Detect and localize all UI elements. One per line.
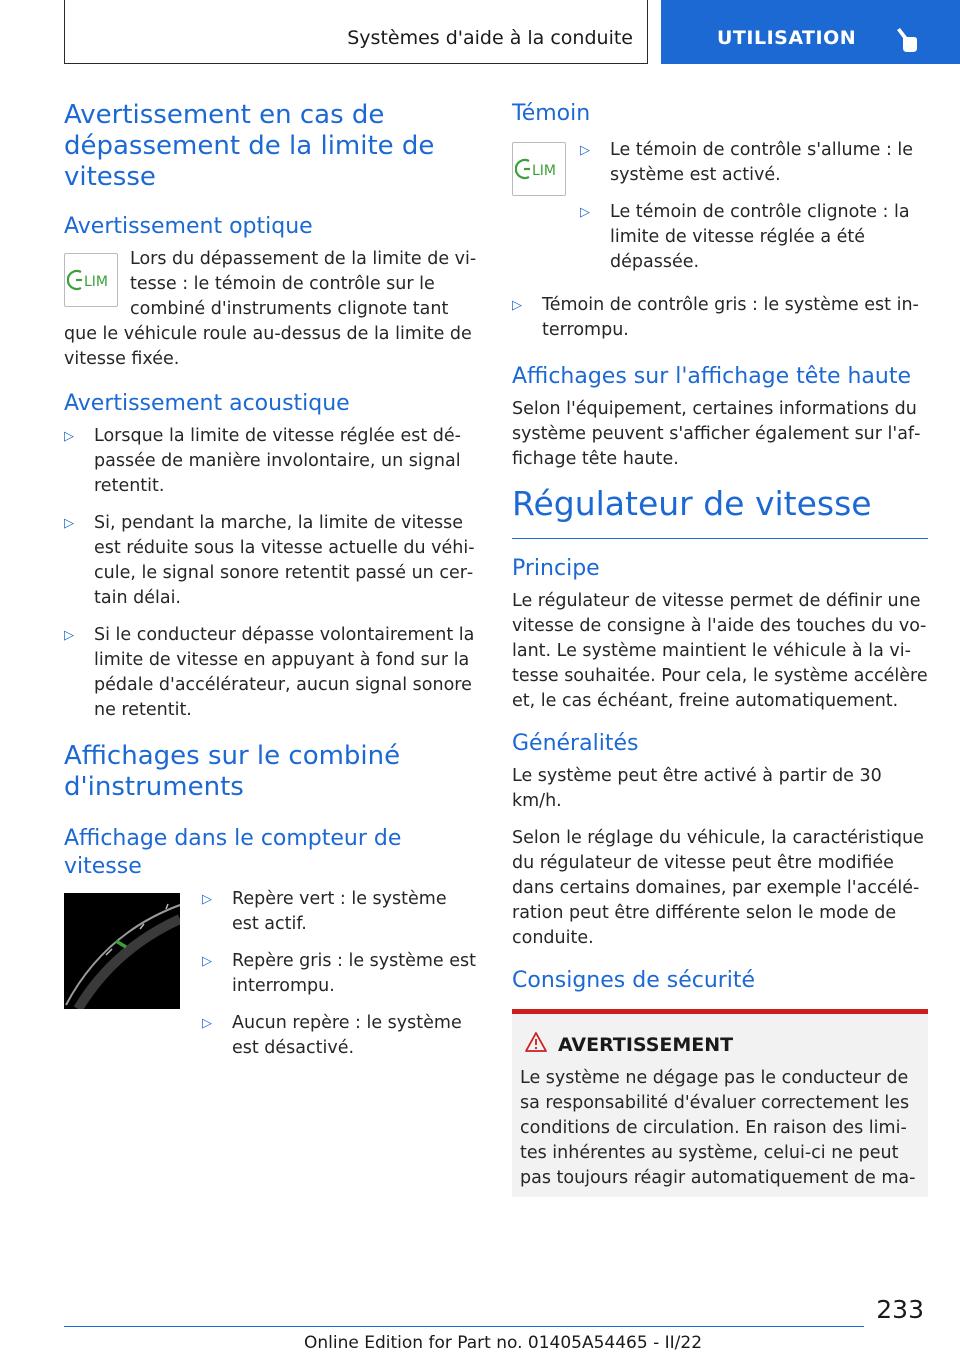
list-item: ▷ Le témoin de contrôle clignote : la limite de vitesse réglée a été dépassée. xyxy=(580,202,910,272)
list-item: ▷ Le témoin de contrôle s'allume : le système est activé. xyxy=(580,140,914,185)
heading-safety: Consignes de sécurité xyxy=(512,968,756,993)
list-item: ▷ Si le conducteur dépasse volontairement la limite de vitesse en appuyant à fond sur la pédale d'accélérateur, aucun signal sonore ne retentit. xyxy=(64,625,475,720)
heading-instrument-cluster: Affichages sur le combiné d'instruments xyxy=(64,741,401,802)
header-section-title: Systèmes d'aide à la conduite xyxy=(347,27,633,49)
indicator-grey-list xyxy=(512,293,928,343)
warning-text: Le système ne dégage pas le conducteur de sa responsabilité d'évaluer correctement les conditions de circulation. En raison des limites inhérentes au système, celui-ci ne peut pas toujours réagir automatiquement de ma- xyxy=(520,1068,916,1188)
principle-text: Le régulateur de vitesse permet de définir une vitesse de consigne à l'aide des touches du volant. Le système maintient le véhicule à la vitesse souhaitée. Pour cela, le système accélère et, le cas échéant, freine automatiquement. xyxy=(512,591,928,711)
list-item: ▷ Repère vert : le système est actif. xyxy=(202,889,447,934)
lim-indicator-icon xyxy=(64,253,118,307)
list-item: ▷ Aucun repère : le système est désactivé. xyxy=(202,1013,462,1058)
heading-general: Généralités xyxy=(512,731,639,756)
heading-indicator: Témoin xyxy=(512,101,591,126)
acoustic-warning-list xyxy=(64,424,478,723)
header-section-box xyxy=(64,0,648,64)
edition-footer: Online Edition for Part no. 01405A54465 - II/22 xyxy=(304,1333,703,1353)
page-number: 233 xyxy=(876,1295,924,1324)
speedometer-list xyxy=(202,887,478,1073)
general-text-1: Le système peut être activé à partir de 30 km/h. xyxy=(512,766,882,811)
lim-icon-label: LIM xyxy=(84,274,109,290)
heading-head-up-display: Affichages sur l'affichage tête haute xyxy=(512,364,912,389)
optical-warning-text: Lors du dépassement de la limite de vitesse : le témoin de contrôle sur le combiné d'instruments clignote tant que le véhicule roule au-dessus de la limite de vitesse fixée. xyxy=(64,249,477,369)
footer-divider xyxy=(64,1326,864,1327)
warning-title: AVERTISSEMENT xyxy=(520,1034,920,1056)
lim-indicator-icon xyxy=(512,142,566,196)
list-item: ▷ Si, pendant la marche, la limite de vitesse est réduite sous la vitesse actuelle du véhicule, le signal sonore retentit passé un certain délai. xyxy=(64,513,475,608)
heading-speedometer-display: Affichage dans le compteur de vitesse xyxy=(64,826,402,879)
warning-box xyxy=(512,1009,928,1197)
speedometer-block xyxy=(64,887,478,1073)
general-text-2: Selon le réglage du véhicule, la caractéristique du régulateur de vitesse peut être modifiée dans certains domaines, par exemple l'accélération peut être différente selon le mode de conduite. xyxy=(512,828,924,948)
header-chapter-box xyxy=(661,0,960,64)
list-item: ▷ Lorsque la limite de vitesse réglée est dépassée de manière involontaire, un signal retentit. xyxy=(64,426,461,496)
left-column xyxy=(64,100,478,1089)
heading-optical-warning: Avertissement optique xyxy=(64,214,313,239)
optical-warning-block xyxy=(64,247,478,372)
indicator-list xyxy=(580,138,928,287)
warning-triangle-icon xyxy=(524,1031,548,1053)
list-item: ▷ Témoin de contrôle gris : le système est interrompu. xyxy=(512,295,919,340)
hud-text: Selon l'équipement, certaines informations du système peuvent s'afficher également sur l'affichage tête haute. xyxy=(512,399,921,469)
right-column xyxy=(512,100,928,1197)
speedometer-image xyxy=(64,893,180,1009)
hand-pointer-icon xyxy=(893,26,919,54)
indicator-block xyxy=(512,138,928,287)
heading-acoustic-warning: Avertissement acoustique xyxy=(64,391,350,416)
lim-icon-label: LIM xyxy=(532,163,557,179)
heading-principle: Principe xyxy=(512,556,600,581)
header-chapter-title: UTILISATION xyxy=(717,27,857,49)
heading-cruise-control: Régulateur de vitesse xyxy=(512,484,928,539)
list-item: ▷ Repère gris : le système est interrompu. xyxy=(202,951,476,996)
heading-speed-warning: Avertissement en cas de dépassement de la limite de vitesse xyxy=(64,100,435,192)
